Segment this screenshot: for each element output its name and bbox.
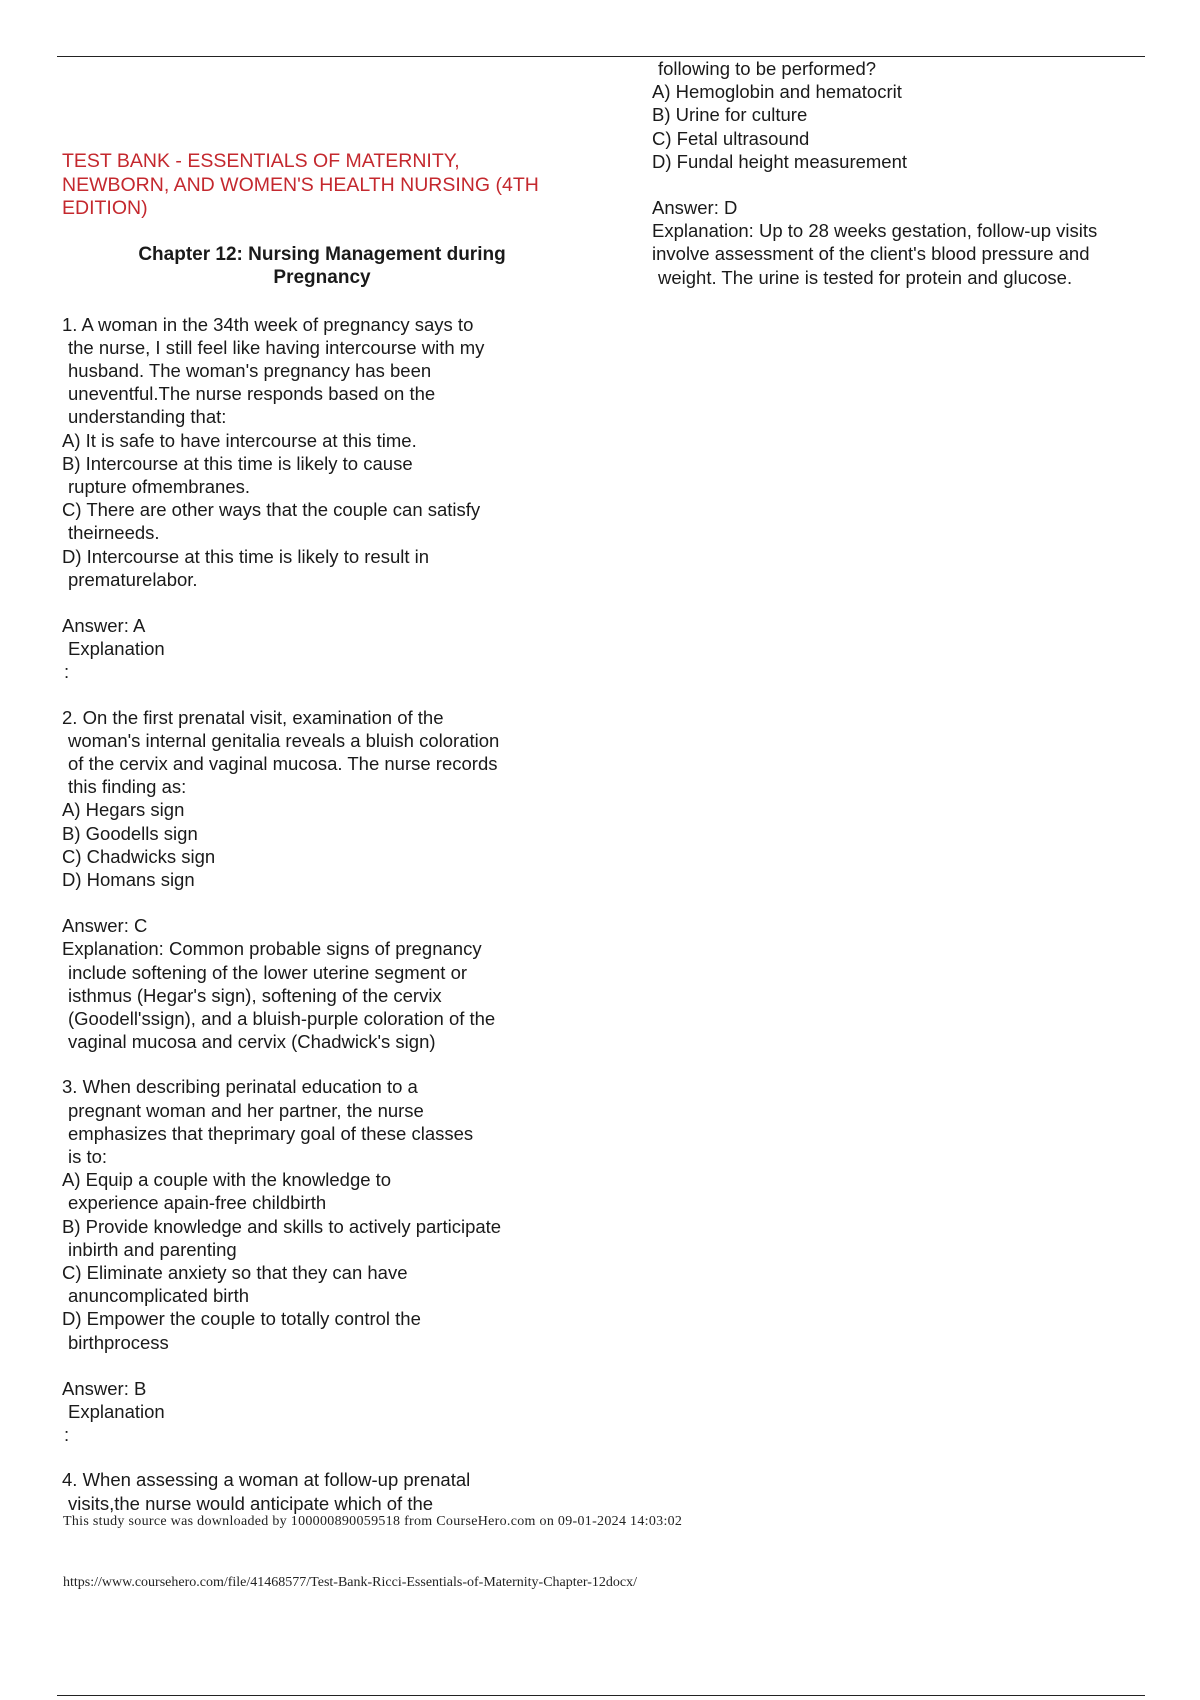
answer-option: B) Goodells sign xyxy=(62,822,198,844)
question-stem-line: is to: xyxy=(68,1146,108,1167)
question-stem-line: emphasizes that theprimary goal of these classes xyxy=(68,1122,474,1144)
question-stem-line: husband. The woman's pregnancy has been xyxy=(68,359,432,381)
question-3 xyxy=(62,1075,572,1446)
explanation-colon: : xyxy=(64,661,70,683)
download-notice: This study source was downloaded by 100000890059518 from CourseHero.com on 09-01-2024 14:03:02 xyxy=(63,1514,683,1529)
question-stem-line: woman's internal genitalia reveals a bluish coloration xyxy=(68,729,500,751)
answer-key: Answer: C xyxy=(62,915,148,937)
bottom-rule xyxy=(57,1695,1145,1696)
answer-option: D) Intercourse at this time is likely to result in xyxy=(62,545,430,567)
answer-option: A) Equip a couple with the knowledge to xyxy=(62,1169,392,1191)
answer-option: A) Hemoglobin and hematocrit xyxy=(652,81,902,103)
explanation-label: Explanation xyxy=(68,638,165,660)
question-stem-line: visits,the nurse would anticipate which of the xyxy=(68,1492,434,1514)
right-column xyxy=(652,57,1162,289)
answer-option: B) Provide knowledge and skills to actively participate xyxy=(62,1215,502,1237)
explanation-label: Explanation xyxy=(68,1401,165,1423)
answer-option: C) Eliminate anxiety so that they can have xyxy=(62,1262,408,1284)
source-url-link[interactable]: https://www.coursehero.com/file/41468577/Test-Bank-Ricci-Essentials-of-Maternity-Chapter-12docx/ xyxy=(63,1575,638,1590)
question-stem-line: 2. On the first prenatal visit, examination of the xyxy=(62,706,444,728)
question-4 xyxy=(62,1468,572,1514)
answer-option: C) Chadwicks sign xyxy=(62,845,216,867)
answer-option: D) Empower the couple to totally control the xyxy=(62,1308,421,1330)
explanation-line: Explanation: Up to 28 weeks gestation, follow-up visits xyxy=(652,220,1098,242)
chapter-line: Pregnancy xyxy=(273,266,371,288)
question-stem-line: understanding that: xyxy=(68,406,227,428)
explanation-line: involve assessment of the client's blood pressure and xyxy=(652,243,1090,265)
question-stem-continued: following to be performed? xyxy=(658,58,877,79)
answer-option: B) Intercourse at this time is likely to cause xyxy=(62,452,413,474)
answer-option-continued: prematurelabor. xyxy=(68,568,198,590)
answer-option: A) Hegars sign xyxy=(62,799,185,821)
left-column xyxy=(62,150,572,1515)
explanation-line: vaginal mucosa and cervix (Chadwick's sign) xyxy=(68,1031,436,1053)
answer-option: B) Urine for culture xyxy=(652,104,808,126)
explanation-line: weight. The urine is tested for protein and glucose. xyxy=(658,266,1073,288)
answer-option-continued: theirneeds. xyxy=(68,522,160,544)
question-1 xyxy=(62,313,572,684)
answer-option-continued: inbirth and parenting xyxy=(68,1238,237,1260)
answer-option: C) There are other ways that the couple can satisfy xyxy=(62,499,481,521)
title-line: EDITION) xyxy=(62,197,148,219)
explanation-line: include softening of the lower uterine segment or xyxy=(68,961,468,983)
chapter-heading xyxy=(62,243,582,289)
answer-option-continued: anuncomplicated birth xyxy=(68,1285,249,1307)
explanation-line: Explanation: Common probable signs of pregnancy xyxy=(62,938,482,960)
question-stem-line: this finding as: xyxy=(68,776,187,798)
answer-key: Answer: D xyxy=(652,197,738,219)
answer-key: Answer: B xyxy=(62,1377,147,1399)
answer-option: D) Homans sign xyxy=(62,868,195,890)
question-2 xyxy=(62,706,572,1054)
explanation-line: (Goodell'ssign), and a bluish-purple coloration of the xyxy=(68,1007,496,1029)
question-stem-line: 3. When describing perinatal education to a xyxy=(62,1076,418,1098)
question-stem-line: the nurse, I still feel like having intercourse with my xyxy=(68,336,485,358)
chapter-line: Chapter 12: Nursing Management during xyxy=(138,243,506,265)
answer-option-continued: birthprocess xyxy=(68,1331,169,1353)
explanation-colon: : xyxy=(64,1424,70,1446)
explanation-line: isthmus (Hegar's sign), softening of the cervix xyxy=(68,984,442,1006)
question-stem-line: uneventful.The nurse responds based on the xyxy=(68,383,436,405)
title-line: NEWBORN, AND WOMEN'S HEALTH NURSING (4TH xyxy=(62,173,539,196)
document-title xyxy=(62,150,572,221)
question-stem-line: 1. A woman in the 34th week of pregnancy says to xyxy=(62,313,474,335)
answer-option-continued: experience apain-free childbirth xyxy=(68,1192,327,1214)
answer-option: C) Fetal ultrasound xyxy=(652,127,810,149)
question-stem-line: pregnant woman and her partner, the nurse xyxy=(68,1099,424,1121)
question-stem-line: of the cervix and vaginal mucosa. The nurse records xyxy=(68,752,498,774)
title-line: TEST BANK - ESSENTIALS OF MATERNITY, xyxy=(62,150,460,172)
question-stem-line: 4. When assessing a woman at follow-up prenatal xyxy=(62,1469,471,1491)
answer-option: D) Fundal height measurement xyxy=(652,150,908,172)
answer-option: A) It is safe to have intercourse at this time. xyxy=(62,429,417,451)
answer-key: Answer: A xyxy=(62,614,146,636)
answer-option-continued: rupture ofmembranes. xyxy=(68,475,251,497)
